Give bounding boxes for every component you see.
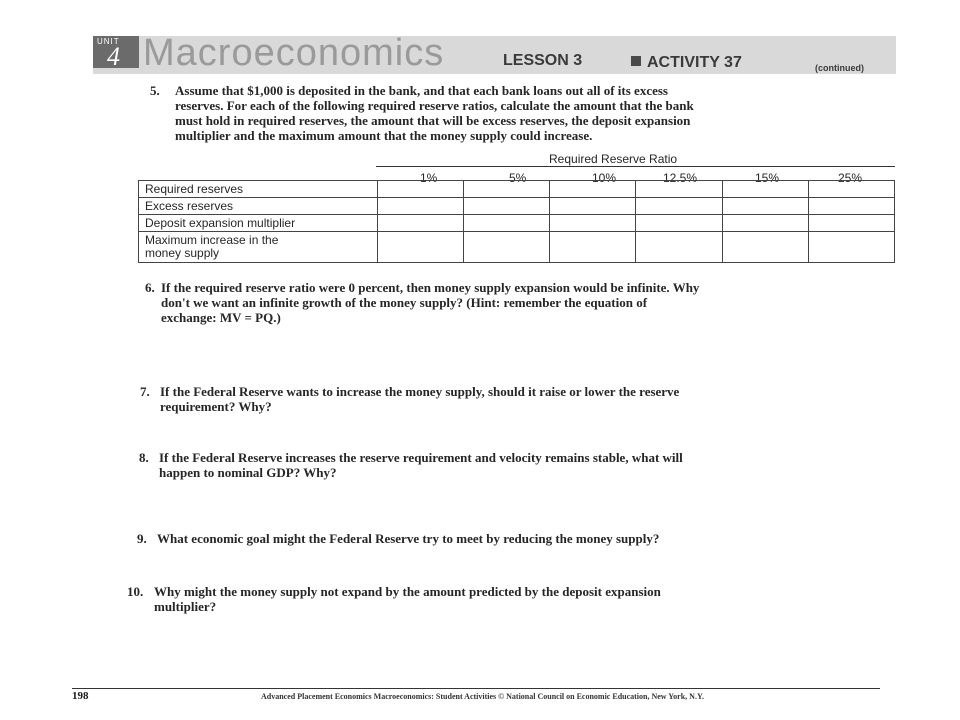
question-text-line: happen to nominal GDP? Why? xyxy=(159,465,337,480)
answer-cell[interactable] xyxy=(464,198,550,215)
question-text-line: Assume that $1,000 is deposited in the bank, and that each bank loans out all of its excess xyxy=(175,83,668,98)
row-label: Required reserves xyxy=(139,181,378,198)
question-number: 9. xyxy=(137,531,147,546)
continued-label: (continued) xyxy=(815,63,864,73)
question-text-line: reserves. For each of the following required reserve ratios, calculate the amount that the bank xyxy=(175,98,694,113)
unit-number: 4 xyxy=(107,42,120,71)
table-row xyxy=(139,232,895,263)
answer-cell[interactable] xyxy=(550,198,636,215)
question-text-line: Why might the money supply not expand by the amount predicted by the deposit expansion xyxy=(154,584,661,599)
question-text-line: requirement? Why? xyxy=(160,399,272,414)
question-text-line: multiplier? xyxy=(154,599,217,614)
ratio-header: 25% xyxy=(838,171,863,185)
footer-rule xyxy=(72,688,880,689)
question-number: 7. xyxy=(140,384,150,399)
question-text-line: If the Federal Reserve wants to increase the money supply, should it raise or lower the reserve xyxy=(160,384,680,399)
answer-cell[interactable] xyxy=(722,215,808,232)
unit-badge xyxy=(93,36,139,71)
question-text-line: must hold in required reserves, the amount that will be excess reserves, the deposit expansion xyxy=(175,113,691,128)
answer-cell[interactable] xyxy=(808,198,894,215)
table-row xyxy=(139,198,895,215)
row-label-line: Maximum increase in the xyxy=(145,233,279,247)
question-number: 8. xyxy=(139,450,149,465)
question-text-line: multiplier and the maximum amount that the money supply could increase. xyxy=(175,128,593,143)
answer-cell[interactable] xyxy=(808,215,894,232)
table-row xyxy=(139,215,895,232)
question-text-line: If the required reserve ratio were 0 percent, then money supply expansion would be infinite. Why xyxy=(161,280,700,295)
row-label-line: money supply xyxy=(145,246,220,260)
lesson-label: LESSON 3 xyxy=(503,52,583,69)
ratio-header: 5% xyxy=(509,171,527,185)
table-title: Required Reserve Ratio xyxy=(549,152,678,166)
ratio-header: 15% xyxy=(755,171,780,185)
answer-cell[interactable] xyxy=(378,198,464,215)
answer-cell[interactable] xyxy=(378,181,464,198)
question-text-line: don't we want an infinite growth of the money supply? (Hint: remember the equation of xyxy=(161,295,648,310)
row-label: Deposit expansion multiplier xyxy=(139,215,378,232)
activity-label: ACTIVITY 37 xyxy=(647,54,742,71)
answer-cell[interactable] xyxy=(808,181,894,198)
answer-cell[interactable] xyxy=(636,215,722,232)
question-number: 10. xyxy=(127,584,144,599)
ratio-header: 1% xyxy=(420,171,438,185)
unit-label: UNIT xyxy=(97,37,120,46)
reserve-table xyxy=(138,180,895,263)
question-number: 5. xyxy=(150,83,160,98)
question-text-line: exchange: MV = PQ.) xyxy=(161,310,281,325)
answer-cell[interactable] xyxy=(464,232,550,263)
answer-cell[interactable] xyxy=(550,232,636,263)
question-text-line: What economic goal might the Federal Reserve try to meet by reducing the money supply? xyxy=(157,531,660,546)
answer-cell[interactable] xyxy=(636,198,722,215)
answer-cell[interactable] xyxy=(550,181,636,198)
answer-cell[interactable] xyxy=(464,215,550,232)
row-label: Excess reserves xyxy=(139,198,378,215)
answer-cell[interactable] xyxy=(722,232,808,263)
answer-cell[interactable] xyxy=(378,232,464,263)
ratio-header: 10% xyxy=(592,171,617,185)
footer-credit: Advanced Placement Economics Macroeconomics: Student Activities © National Council on Economic Education, New York, N.Y. xyxy=(261,692,704,701)
row-label xyxy=(139,232,378,263)
banner-title: Macroeconomics xyxy=(143,32,445,74)
answer-cell[interactable] xyxy=(808,232,894,263)
table-row xyxy=(139,181,895,198)
answer-cell[interactable] xyxy=(378,215,464,232)
answer-cell[interactable] xyxy=(550,215,636,232)
square-bullet-icon xyxy=(631,56,641,66)
question-number: 6. xyxy=(145,280,155,295)
ratio-header: 12.5% xyxy=(663,171,698,185)
answer-cell[interactable] xyxy=(636,181,722,198)
answer-cell[interactable] xyxy=(722,198,808,215)
answer-cell[interactable] xyxy=(722,181,808,198)
table-title-rule xyxy=(376,166,895,167)
answer-cell[interactable] xyxy=(464,181,550,198)
answer-cell[interactable] xyxy=(636,232,722,263)
question-text-line: If the Federal Reserve increases the reserve requirement and velocity remains stable, what will xyxy=(159,450,683,465)
page-number: 198 xyxy=(72,690,89,702)
